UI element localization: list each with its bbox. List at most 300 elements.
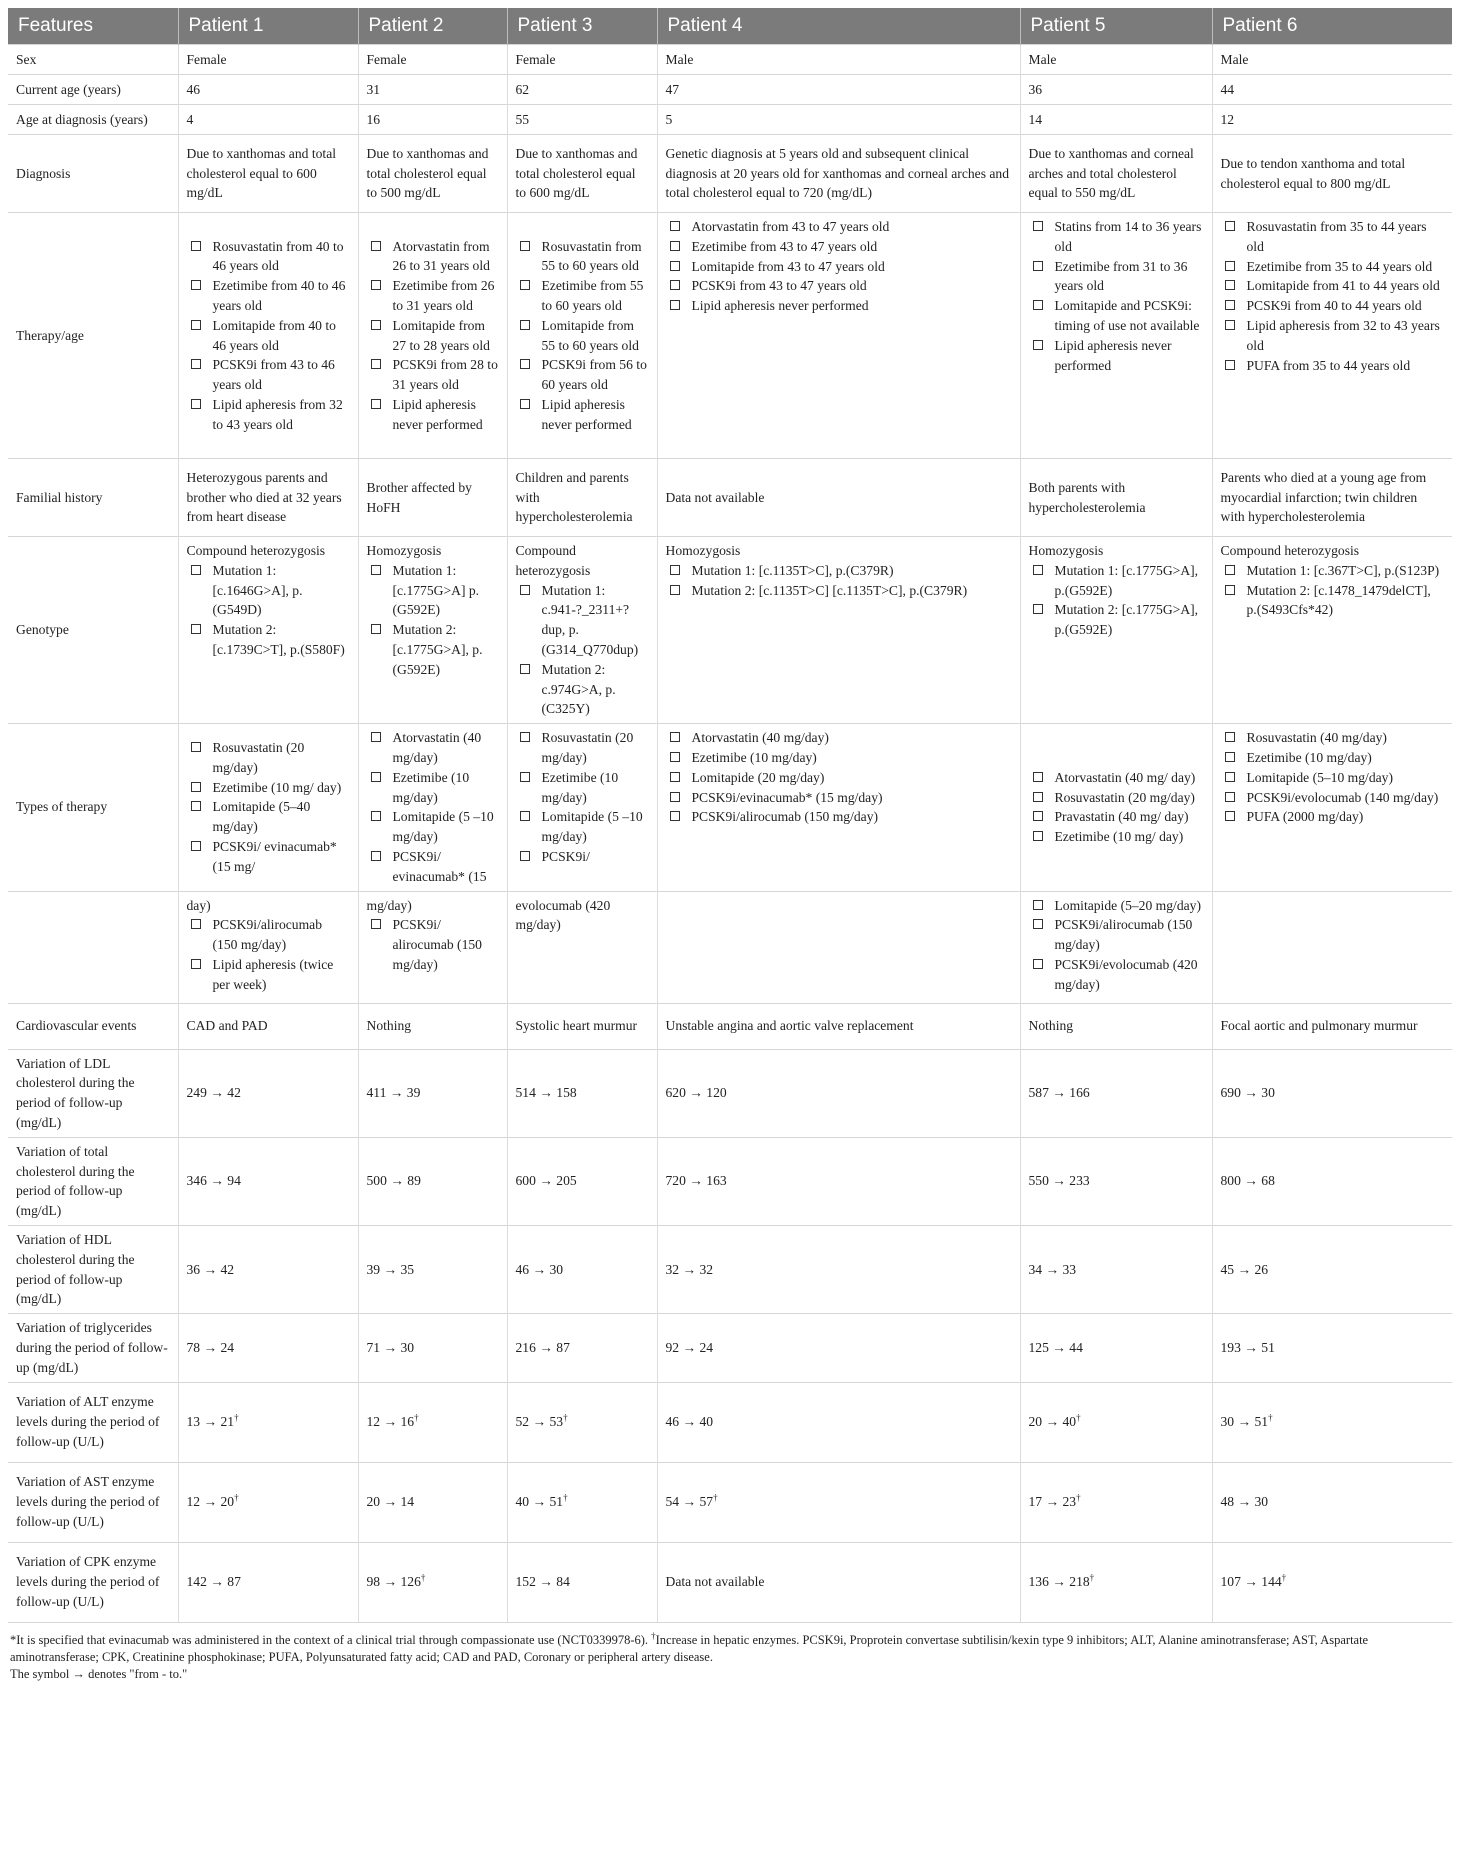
table-cell	[657, 1382, 1020, 1462]
table-cell	[657, 891, 1020, 1003]
checklist-item-text: PCSK9i/	[541, 848, 590, 864]
checkbox-square-icon	[670, 585, 680, 595]
checklist-item	[187, 797, 350, 837]
checklist-item-text: Mutation 2: [c.1739C>T], p.(S580F)	[212, 622, 345, 657]
cell-text: Homozygosis	[366, 543, 442, 558]
checklist-item	[1221, 788, 1445, 808]
checkbox-square-icon	[1225, 752, 1235, 762]
checklist-item	[1221, 748, 1445, 768]
checklist-item-text: Ezetimibe from 43 to 47 years old	[691, 238, 878, 254]
checklist-item-text: PCSK9i from 56 to 60 years old	[541, 357, 647, 393]
checklist-item	[1029, 827, 1204, 847]
column-header: Patient 2	[358, 8, 507, 45]
checklist-item-text: Mutation 1: [c.367T>C], p.(S123P)	[1246, 562, 1440, 578]
table-cell	[657, 1314, 1020, 1382]
table-cell	[178, 45, 358, 75]
cell-text: 20 → 14	[366, 1494, 415, 1510]
checkbox-square-icon	[1225, 320, 1235, 330]
checklist-item-text: Lipid apheresis never performed	[691, 298, 869, 314]
checklist-item	[666, 296, 1012, 316]
checkbox-square-icon	[1033, 565, 1043, 575]
checklist-item-text: Atorvastatin (40 mg/day)	[392, 730, 482, 765]
checkbox-square-icon	[1033, 772, 1043, 782]
checkbox-square-icon	[1033, 300, 1043, 310]
cell-text: Nothing	[1028, 1018, 1074, 1034]
checklist-item-text: Mutation 2: [c.1775G>A], p.(G592E)	[392, 622, 483, 677]
cell-text: 55	[515, 111, 530, 127]
column-header: Patient 4	[657, 8, 1020, 45]
footnote-text: *It is specified that evinacumab was administered in the context of a clinical trial through compassionate use (NCT0339978-6). †Increase in hepatic enzymes. PCSK9i, Proprotein convertase subtilisin/kexin type 9 inhibitors; ALT, Alanine aminotransferase; AST, Aspartate aminotransferase; CPK, Creatinine phosphokinase; PUFA, Polyunsaturated fatty acid; CAD and PAD, Coronary or peripheral artery disease.	[10, 1630, 1369, 1664]
checkbox-square-icon	[371, 919, 381, 929]
checklist-item	[1221, 768, 1445, 788]
checklist-item	[367, 728, 499, 768]
cell-text: evolocumab (420 mg/day)	[515, 897, 611, 933]
cell-text: Heterozygous parents and brother who died at 32 years from heart disease	[186, 469, 342, 525]
table-cell	[358, 1225, 507, 1313]
checklist-item	[367, 847, 499, 887]
table-cell	[507, 459, 657, 537]
column-header: Features	[8, 8, 178, 45]
table-cell	[178, 1137, 358, 1225]
table-cell	[358, 724, 507, 891]
cell-text: 136 → 218†	[1028, 1572, 1095, 1590]
checkbox-square-icon	[1033, 221, 1043, 231]
checklist-item-text: Lipid apheresis never performed	[392, 396, 483, 432]
cell-text: 31	[366, 81, 381, 97]
table-header-row	[8, 8, 1452, 45]
checklist-item	[367, 316, 499, 356]
checklist-item	[367, 807, 499, 847]
checkbox-square-icon	[670, 280, 680, 290]
table-row	[8, 1049, 1452, 1137]
checklist-item-text: Ezetimibe (10 mg/day)	[691, 749, 817, 765]
cell-text: Data not available	[665, 489, 765, 505]
table-cell	[657, 1225, 1020, 1313]
cell-text: 46	[186, 81, 201, 97]
checkbox-square-icon	[670, 221, 680, 231]
checkbox-square-icon	[520, 359, 530, 369]
cell-text: mg/day)	[366, 897, 412, 913]
table-cell	[178, 213, 358, 459]
table-cell	[1212, 1542, 1452, 1622]
checklist-item	[516, 237, 649, 277]
cell-text: Data not available	[665, 1574, 765, 1590]
checklist-item-text: Ezetimibe from 26 to 31 years old	[392, 278, 495, 313]
dagger-mark: †	[1076, 1412, 1081, 1423]
checklist-item-text: Ezetimibe (10 mg/day)	[392, 769, 470, 805]
cell-text: day)	[186, 897, 211, 913]
checkbox-square-icon	[371, 320, 381, 330]
checkbox-square-icon	[1033, 900, 1043, 910]
table-cell	[657, 537, 1020, 724]
checkbox-square-icon	[371, 359, 381, 369]
cell-text: Genetic diagnosis at 5 years old and subsequent clinical diagnosis at 20 years old for xanthomas and corneal arches and total cholesterol equal to 720 (mg/dL)	[665, 145, 1010, 201]
cell-text: Brother affected by HoFH	[366, 479, 472, 515]
checkbox-square-icon	[520, 811, 530, 821]
checkbox-square-icon	[191, 742, 201, 752]
cell-text: 152 → 84	[515, 1574, 570, 1590]
table-cell	[657, 75, 1020, 105]
checklist-item-text: Atorvastatin from 26 to 31 years old	[392, 238, 490, 274]
cell-text: Due to tendon xanthoma and total cholesterol equal to 800 mg/dL	[1220, 155, 1406, 191]
cell-text: 587 → 166	[1028, 1085, 1090, 1101]
checklist-item-text: PCSK9i from 40 to 44 years old	[1246, 298, 1422, 314]
table-cell	[1212, 1003, 1452, 1049]
checkbox-square-icon	[670, 300, 680, 310]
table-cell	[1020, 724, 1212, 891]
table-cell	[358, 1382, 507, 1462]
table-cell	[178, 75, 358, 105]
cell-text: Compound heterozygosis	[1220, 543, 1360, 558]
cell-text: Both parents with hypercholesterolemia	[1028, 479, 1146, 515]
table-cell	[507, 537, 657, 724]
feature-label	[8, 891, 178, 1003]
checklist-item-text: PCSK9i from 43 to 47 years old	[691, 278, 867, 294]
checklist-item-text: PCSK9i/evinacumab* (15 mg/day)	[691, 789, 883, 805]
checklist-item	[1029, 788, 1204, 808]
checkbox-square-icon	[1033, 831, 1043, 841]
checklist-item	[187, 237, 350, 277]
checklist-item	[1029, 915, 1204, 955]
feature-label: Variation of HDL cholesterol during the period of follow-up (mg/dL)	[8, 1225, 178, 1313]
table-cell	[1212, 1049, 1452, 1137]
cell-text: 193 → 51	[1220, 1339, 1275, 1355]
table-row	[8, 1137, 1452, 1225]
cell-text: 4	[186, 111, 194, 127]
checkbox-square-icon	[1225, 732, 1235, 742]
feature-label: Diagnosis	[8, 135, 178, 213]
checklist-item	[187, 561, 350, 620]
checkbox-square-icon	[670, 261, 680, 271]
table-cell	[657, 135, 1020, 213]
table-cell	[358, 135, 507, 213]
checkbox-square-icon	[520, 399, 530, 409]
feature-label: Variation of CPK enzyme levels during the period of follow-up (U/L)	[8, 1542, 178, 1622]
checklist-item-text: PCSK9i/evolocumab (140 mg/day)	[1246, 789, 1439, 805]
checklist-item	[666, 768, 1012, 788]
table-cell	[1212, 1225, 1452, 1313]
feature-label: Familial history	[8, 459, 178, 537]
dagger-mark: †	[420, 1572, 426, 1583]
checkbox-square-icon	[191, 919, 201, 929]
checkbox-square-icon	[670, 241, 680, 251]
checklist-item	[367, 620, 499, 679]
checklist-item	[187, 316, 350, 356]
table-cell	[507, 1542, 657, 1622]
checkbox-square-icon	[520, 241, 530, 251]
checklist-item-text: PCSK9i/ evinacumab* (15 mg/	[212, 839, 337, 874]
checkbox-square-icon	[520, 664, 530, 674]
cell-text: Compound heterozygosis	[515, 543, 591, 578]
cell-text: 12 → 16†	[366, 1412, 419, 1430]
cell-text: 514 → 158	[515, 1085, 577, 1101]
table-cell	[178, 1462, 358, 1542]
cell-text: 71 → 30	[366, 1339, 415, 1355]
table-cell	[1020, 1137, 1212, 1225]
table-cell	[507, 1137, 657, 1225]
symbol-note: The symbol → denotes "from - to."	[10, 1666, 188, 1681]
checklist-item-text: Statins from 14 to 36 years old	[1054, 219, 1202, 254]
checkbox-square-icon	[1033, 340, 1043, 350]
checkbox-square-icon	[191, 959, 201, 969]
cell-text: 142 → 87	[186, 1574, 241, 1590]
checklist-item	[187, 738, 350, 778]
table-cell	[358, 1003, 507, 1049]
checklist-item	[1029, 768, 1204, 788]
cell-text: 690 → 30	[1220, 1085, 1275, 1101]
cell-text: 45 → 26	[1220, 1261, 1269, 1277]
checklist-item-text: PUFA from 35 to 44 years old	[1246, 357, 1411, 373]
checkbox-square-icon	[1225, 792, 1235, 802]
checklist-item-text: Ezetimibe (10 mg/day)	[1246, 749, 1372, 765]
table-cell	[178, 1314, 358, 1382]
cell-text: 46 → 40	[665, 1414, 714, 1430]
table-cell	[1020, 1314, 1212, 1382]
table-row	[8, 45, 1452, 75]
table-cell	[507, 135, 657, 213]
table-cell	[1020, 1542, 1212, 1622]
checklist-item-text: Ezetimibe (10 mg/ day)	[212, 779, 342, 795]
cell-text: 600 → 205	[515, 1173, 577, 1189]
cell-text: 550 → 233	[1028, 1173, 1090, 1189]
checkbox-square-icon	[1033, 919, 1043, 929]
table-cell	[1212, 1462, 1452, 1542]
checklist-item-text: Rosuvastatin (20 mg/day)	[541, 730, 634, 765]
checklist-item	[187, 355, 350, 395]
cell-text: 40 → 51†	[515, 1492, 568, 1510]
checklist-item-text: Lomitapide and PCSK9i: timing of use not available	[1054, 298, 1200, 333]
table-row	[8, 1462, 1452, 1542]
cell-text: 62	[515, 81, 530, 97]
cell-text: 12	[1220, 111, 1235, 127]
dagger-mark: †	[234, 1412, 239, 1423]
table-cell	[1020, 135, 1212, 213]
checkbox-square-icon	[1225, 280, 1235, 290]
table-cell	[507, 45, 657, 75]
dagger-mark: †	[414, 1412, 419, 1423]
dagger-mark: †	[1268, 1412, 1273, 1423]
checkbox-square-icon	[520, 585, 530, 595]
checklist-item-text: Lomitapide (5–40 mg/day)	[212, 799, 311, 835]
checkbox-square-icon	[1225, 360, 1235, 370]
cell-text: CAD and PAD	[186, 1018, 268, 1034]
cell-text: 92 → 24	[665, 1339, 714, 1355]
dagger-mark: †	[713, 1492, 718, 1503]
table-cell	[507, 1049, 657, 1137]
table-cell	[358, 1542, 507, 1622]
checklist-item	[187, 620, 350, 660]
checklist-item-text: Rosuvastatin (20 mg/day)	[212, 740, 305, 775]
checklist-item	[1221, 581, 1445, 621]
table-cell	[358, 891, 507, 1003]
cell-text: 14	[1028, 111, 1043, 127]
checklist-item	[516, 728, 649, 768]
cell-text: Due to xanthomas and total cholesterol equal to 500 mg/dL	[366, 145, 489, 201]
checklist-item	[666, 807, 1012, 827]
table-row	[8, 459, 1452, 537]
cell-text: 48 → 30	[1220, 1494, 1269, 1510]
checkbox-square-icon	[371, 732, 381, 742]
table-row	[8, 1542, 1452, 1622]
checklist-item	[666, 217, 1012, 237]
feature-label: Variation of ALT enzyme levels during the period of follow-up (U/L)	[8, 1382, 178, 1462]
cell-text: Homozygosis	[1028, 543, 1104, 558]
cell-text: Male	[1220, 51, 1249, 67]
feature-label: Age at diagnosis (years)	[8, 105, 178, 135]
table-row	[8, 75, 1452, 105]
checklist-item	[367, 395, 499, 435]
checkbox-square-icon	[371, 851, 381, 861]
checklist-item	[1221, 276, 1445, 296]
checkbox-square-icon	[1225, 772, 1235, 782]
dagger-mark: †	[563, 1412, 568, 1423]
checklist-item-text: Ezetimibe (10 mg/ day)	[1054, 829, 1184, 845]
table-cell	[657, 1003, 1020, 1049]
dagger-mark: †	[1076, 1492, 1081, 1503]
table-cell	[358, 75, 507, 105]
table-cell	[1020, 1462, 1212, 1542]
cell-text: 16	[366, 111, 381, 127]
cell-text: Compound heterozygosis	[186, 543, 326, 558]
table-row	[8, 891, 1452, 1003]
cell-text: 125 → 44	[1028, 1339, 1083, 1355]
checklist-item-text: Atorvastatin from 43 to 47 years old	[691, 219, 890, 234]
checklist-item-text: Lomitapide from 55 to 60 years old	[541, 317, 639, 353]
checkbox-square-icon	[371, 280, 381, 290]
checkbox-square-icon	[520, 280, 530, 290]
column-header: Patient 3	[507, 8, 657, 45]
checklist-item-text: Lomitapide from 27 to 28 years old	[392, 317, 490, 353]
checklist-item-text: Mutation 2: [c.1775G>A], p.(G592E)	[1054, 602, 1199, 638]
checklist-item	[367, 355, 499, 395]
checklist-item-text: PUFA (2000 mg/day)	[1246, 809, 1364, 825]
checkbox-square-icon	[1033, 261, 1043, 271]
checklist-item	[516, 395, 649, 435]
table-cell	[1212, 459, 1452, 537]
cell-text: 346 → 94	[186, 1173, 241, 1189]
table-cell	[507, 1314, 657, 1382]
checklist-item-text: Atorvastatin (40 mg/ day)	[1054, 769, 1196, 785]
checkbox-square-icon	[1225, 300, 1235, 310]
cell-text: Due to xanthomas and total cholesterol equal to 600 mg/dL	[186, 145, 336, 201]
checklist-item	[666, 748, 1012, 768]
checkbox-square-icon	[371, 399, 381, 409]
checklist-item	[516, 660, 649, 719]
checkbox-square-icon	[520, 851, 530, 861]
checklist-item-text: Lipid apheresis never performed	[1054, 337, 1172, 373]
checkbox-square-icon	[520, 732, 530, 742]
checklist-item-text: Mutation 2: [c.1135T>C] [c.1135T>C], p.(C379R)	[691, 582, 968, 598]
checklist-item	[1029, 955, 1204, 995]
checkbox-square-icon	[191, 320, 201, 330]
checklist-item	[367, 237, 499, 277]
checklist-item	[666, 257, 1012, 277]
checkbox-square-icon	[371, 811, 381, 821]
table-row	[8, 135, 1452, 213]
table-cell	[507, 213, 657, 459]
checkbox-square-icon	[191, 399, 201, 409]
checklist-item-text: Lipid apheresis from 32 to 43 years old	[212, 396, 343, 432]
checklist-item	[1221, 356, 1445, 376]
cell-text: 107 → 144†	[1220, 1572, 1287, 1590]
checklist-item-text: Rosuvastatin from 35 to 44 years old	[1246, 219, 1427, 254]
table-cell	[1020, 213, 1212, 459]
checkbox-square-icon	[1225, 221, 1235, 231]
checkbox-square-icon	[371, 241, 381, 251]
dagger-mark: †	[234, 1492, 239, 1503]
table-cell	[178, 1225, 358, 1313]
checklist-item-text: Rosuvastatin (40 mg/day)	[1246, 730, 1387, 746]
table-row	[8, 1225, 1452, 1313]
checklist-item	[666, 788, 1012, 808]
cell-text: 30 → 51†	[1220, 1412, 1273, 1430]
table-cell	[657, 1137, 1020, 1225]
cell-text: 249 → 42	[186, 1085, 241, 1101]
cell-text: Unstable angina and aortic valve replacement	[665, 1018, 914, 1034]
table-row	[8, 1382, 1452, 1462]
checklist-item-text: PCSK9i/alirocumab (150 mg/day)	[1054, 917, 1193, 953]
table-cell	[178, 1382, 358, 1462]
feature-label: Variation of LDL cholesterol during the period of follow-up (mg/dL)	[8, 1049, 178, 1137]
checklist-item-text: Rosuvastatin (20 mg/day)	[1054, 789, 1195, 805]
table-cell	[1212, 105, 1452, 135]
checklist-item-text: Ezetimibe from 55 to 60 years old	[541, 278, 644, 313]
table-cell	[178, 1049, 358, 1137]
table-row	[8, 724, 1452, 891]
cell-text: Male	[1028, 51, 1057, 67]
table-cell	[507, 891, 657, 1003]
checklist-item-text: PCSK9i/ alirocumab (150 mg/day)	[392, 917, 482, 972]
cell-text: 44	[1220, 81, 1235, 97]
checkbox-square-icon	[371, 624, 381, 634]
feature-label: Types of therapy	[8, 724, 178, 891]
checklist-item	[1221, 257, 1445, 277]
cell-text: 5	[665, 111, 673, 127]
checklist-item-text: Mutation 2: [c.1478_1479delCT], p.(S493Cfs*42)	[1246, 582, 1431, 618]
table-cell	[1020, 891, 1212, 1003]
checklist-item	[1221, 561, 1445, 581]
dagger-mark: †	[1089, 1572, 1095, 1583]
table-cell	[358, 1137, 507, 1225]
checklist-item-text: Lomitapide (5 –10 mg/day)	[392, 809, 494, 845]
table-cell	[358, 459, 507, 537]
checklist-item-text: PCSK9i/alirocumab (150 mg/day)	[212, 917, 323, 953]
table-cell	[657, 45, 1020, 75]
checkbox-square-icon	[520, 320, 530, 330]
checkbox-square-icon	[670, 811, 680, 821]
checklist-item	[666, 561, 1012, 581]
checklist-item	[367, 915, 499, 974]
cell-text: 12 → 20†	[186, 1492, 239, 1510]
checklist-item-text: Mutation 1: [c.1135T>C], p.(C379R)	[691, 562, 894, 578]
checklist-item	[1029, 561, 1204, 601]
checklist-item-text: PCSK9i/ evinacumab* (15	[392, 848, 487, 884]
checklist-item-text: Rosuvastatin from 55 to 60 years old	[541, 238, 642, 274]
table-cell	[358, 45, 507, 75]
checklist-item	[1029, 296, 1204, 336]
table-cell	[1020, 105, 1212, 135]
cell-text: 13 → 21†	[186, 1412, 239, 1430]
checkbox-square-icon	[670, 772, 680, 782]
checklist-item-text: PCSK9i/alirocumab (150 mg/day)	[691, 809, 879, 825]
table-cell	[1212, 75, 1452, 105]
table-footnotes	[8, 1632, 1452, 1683]
table-cell	[507, 1382, 657, 1462]
table-cell	[1020, 459, 1212, 537]
table-cell	[178, 537, 358, 724]
table-cell	[358, 213, 507, 459]
cell-text: 720 → 163	[665, 1173, 727, 1189]
